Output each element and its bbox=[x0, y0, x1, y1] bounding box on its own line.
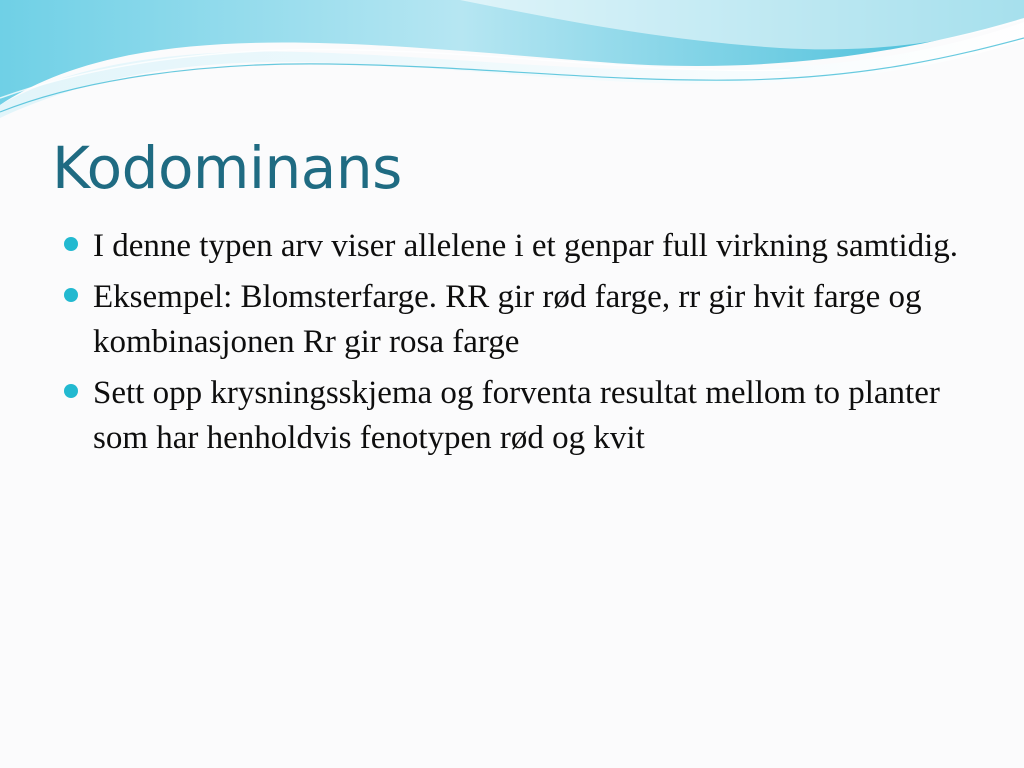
slide-title: Kodominans bbox=[52, 134, 402, 202]
bullet-list bbox=[64, 224, 974, 467]
bullet-text: I denne typen arv viser allelene i et genpar full virkning samtidig. bbox=[93, 228, 959, 264]
bullet-item bbox=[64, 371, 974, 461]
bullet-dot-icon bbox=[64, 288, 78, 302]
bullet-dot-icon bbox=[64, 237, 78, 251]
bullet-item bbox=[64, 224, 974, 269]
bullet-dot-icon bbox=[64, 384, 78, 398]
bullet-text: Sett opp krysningsskjema og forventa resultat mellom to planter som har henholdvis fenotypen rød og kvit bbox=[93, 375, 940, 456]
header-wave-decoration bbox=[0, 0, 1024, 130]
bullet-item bbox=[64, 275, 974, 365]
bullet-text: Eksempel: Blomsterfarge. RR gir rød farge, rr gir hvit farge og kombinasjonen Rr gir rosa farge bbox=[93, 279, 922, 360]
